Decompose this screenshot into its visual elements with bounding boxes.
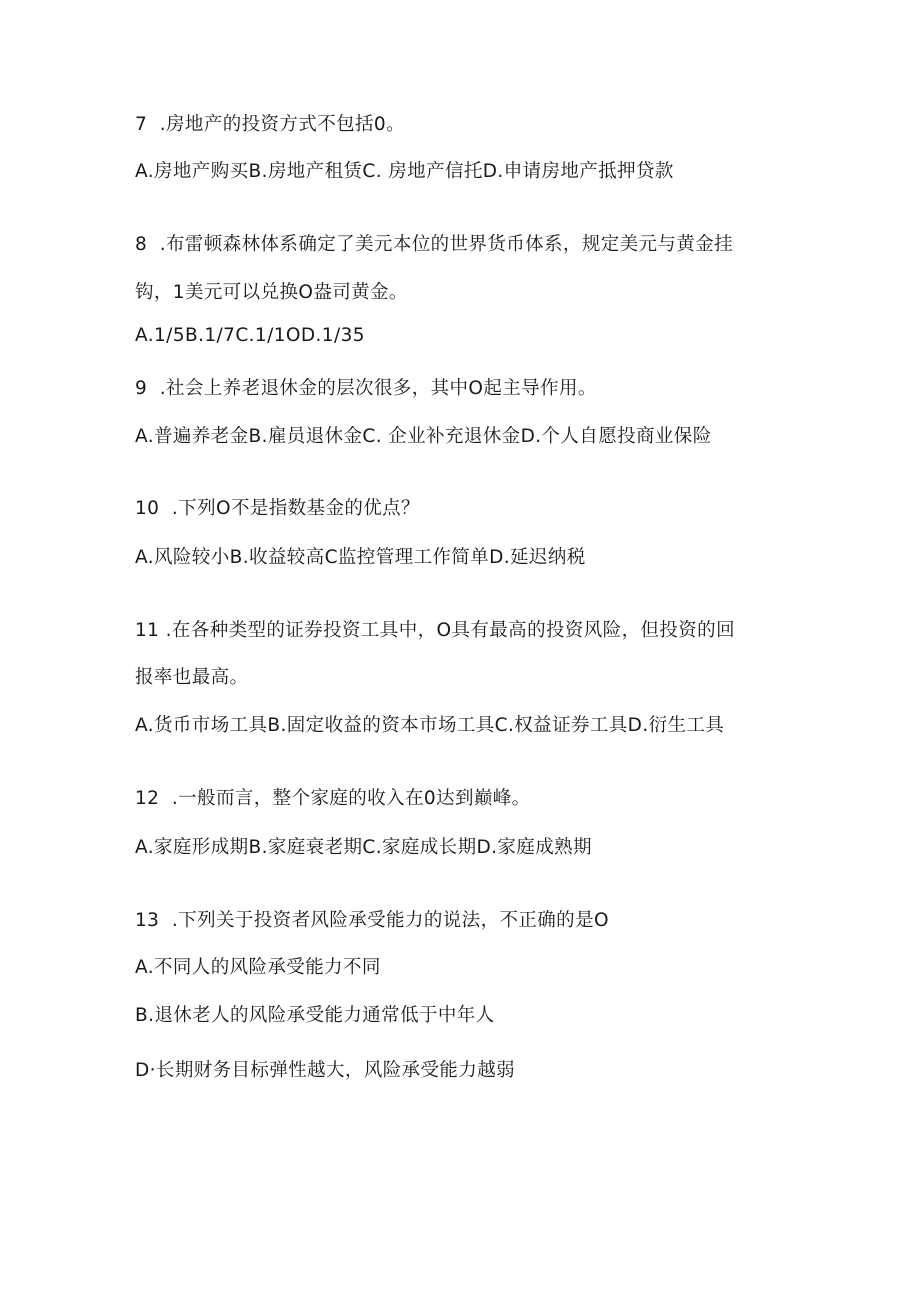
question-10-options: A.风险较小B.收益较高C监控管理工作简单D.延迟纳税 <box>135 547 586 568</box>
question-12-stem: 12 .一般而言，整个家庭的收入在0达到巅峰。 <box>135 788 531 809</box>
question-7-options: A.房地产购买B.房地产租赁C. 房地产信托D.申请房地产抵押贷款 <box>135 161 674 182</box>
question-9-stem: 9 .社会上养老退休金的层次很多，其中O起主导作用。 <box>135 378 597 399</box>
question-9-options: A.普遍养老金B.雇员退休金C. 企业补充退休金D.个人自愿投商业保险 <box>135 426 712 447</box>
question-11-stem-line-1: 11 .在各种类型的证券投资工具中，O具有最高的投资风险，但投资的回 <box>135 620 735 641</box>
question-8-stem-line-1: 8 .布雷顿森林体系确定了美元本位的世界货币体系，规定美元与黄金挂 <box>135 234 734 255</box>
question-10-stem: 10 .下列O不是指数基金的优点？ <box>135 498 420 519</box>
question-13-option-d: D·长期财务目标弹性越大，风险承受能力越弱 <box>135 1060 516 1081</box>
question-8-stem-line-2: 钩，1美元可以兑换O盎司黄金。 <box>135 282 408 303</box>
question-13-stem: 13 .下列关于投资者风险承受能力的说法，不正确的是O <box>135 910 609 931</box>
question-11-options: A.货币市场工具B.固定收益的资本市场工具C.权益证券工具D.衍生工具 <box>135 715 725 736</box>
question-7-stem: 7 .房地产的投资方式不包括0。 <box>135 114 405 135</box>
question-13-option-a: A.不同人的风险承受能力不同 <box>135 957 381 978</box>
question-12-options: A.家庭形成期B.家庭衰老期C.家庭成长期D.家庭成熟期 <box>135 837 592 858</box>
question-8-options: A.1/5B.1/7C.1/1OD.1/35 <box>135 325 365 346</box>
question-13-option-b: B.退休老人的风险承受能力通常低于中年人 <box>135 1005 495 1026</box>
question-11-stem-line-2: 报率也最高。 <box>135 667 249 688</box>
